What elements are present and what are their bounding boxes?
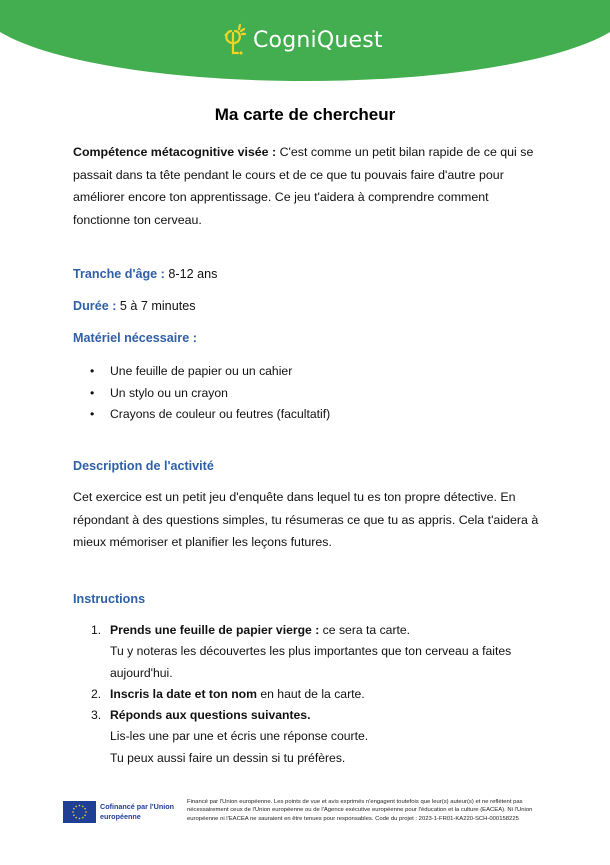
instruction-step: 1. Prends une feuille de papier vierge : ce sera ta carte. Tu y noteras les découvertes les plus importantes que ton cerveau a faites aujourd'hui. bbox=[91, 623, 512, 680]
description-paragraph: Cet exercice est un petit jeu d'enquête dans lequel tu es ton propre détective. En répondant à des questions simples, tu résumeras ce que tu as appris. Cela t'aidera à mieux mémoriser et planifier les leçons futures. bbox=[73, 490, 539, 550]
funding-disclaimer: Financé par l'Union européenne. Les points de vue et avis exprimés n'engagent toutefois que leur(s) auteur(s) et ne reflètent pas nécessairement ceux de l'Union européenne ou de l'Agence exécutive européenne pour l'éducation et la culture (EACEA). Ni l'Union européenne ni l'EACEA ne sauraient en être tenues pour responsables. Code du projet : 2023-1-FR01-KA220-SCH-000158225 bbox=[187, 799, 533, 822]
instructions-heading: Instructions bbox=[73, 592, 146, 606]
eu-cofunded-label: Cofinancé par l'Union européenne bbox=[100, 802, 174, 821]
brand-name: CogniQuest bbox=[253, 27, 383, 53]
bullet-icon: • bbox=[90, 364, 95, 378]
materials-heading: Matériel nécessaire : bbox=[73, 331, 197, 345]
brand-logo bbox=[222, 20, 383, 60]
bullet-icon: • bbox=[90, 385, 95, 400]
list-item: • Crayons de couleur ou feutres (facultatif) bbox=[90, 404, 330, 426]
age-label: Tranche d'âge : bbox=[73, 267, 165, 281]
bullet-icon: • bbox=[90, 407, 95, 421]
intro-text: C'est comme un petit bilan rapide de ce qui se passait dans ta tête pendant le cours et de ce que tu pouvais faire d'autre pour améliorer encore ton apprentissage. Ce jeu t'aidera à comprendre comment fonctionne ton cerveau. bbox=[73, 145, 534, 227]
duration-label: Durée : bbox=[73, 299, 117, 313]
instruction-step: 2. Inscris la date et ton nom en haut de la carte. bbox=[91, 686, 365, 701]
list-item: • Une feuille de papier ou un cahier bbox=[90, 361, 330, 383]
materials-list bbox=[90, 361, 330, 426]
eu-flag-icon bbox=[63, 801, 96, 823]
instructions-list bbox=[91, 620, 531, 769]
page-title: Ma carte de chercheur bbox=[214, 105, 396, 124]
brain-lightbulb-icon bbox=[222, 23, 250, 57]
intro-label: Compétence métacognitive visée : bbox=[73, 145, 277, 159]
instruction-step: 3. Réponds aux questions suivantes. Lis-les une par une et écris une réponse courte. Tu peux aussi faire un dessin si tu préfères. bbox=[91, 708, 369, 765]
description-heading: Description de l'activité bbox=[73, 459, 214, 473]
age-range bbox=[73, 267, 217, 281]
intro-paragraph bbox=[73, 141, 543, 231]
duration bbox=[73, 299, 196, 313]
footer bbox=[63, 798, 543, 832]
list-item: • Un stylo ou un crayon bbox=[90, 383, 330, 405]
age-value: 8-12 ans bbox=[164, 267, 218, 281]
duration-value: 5 à 7 minutes bbox=[116, 299, 196, 313]
